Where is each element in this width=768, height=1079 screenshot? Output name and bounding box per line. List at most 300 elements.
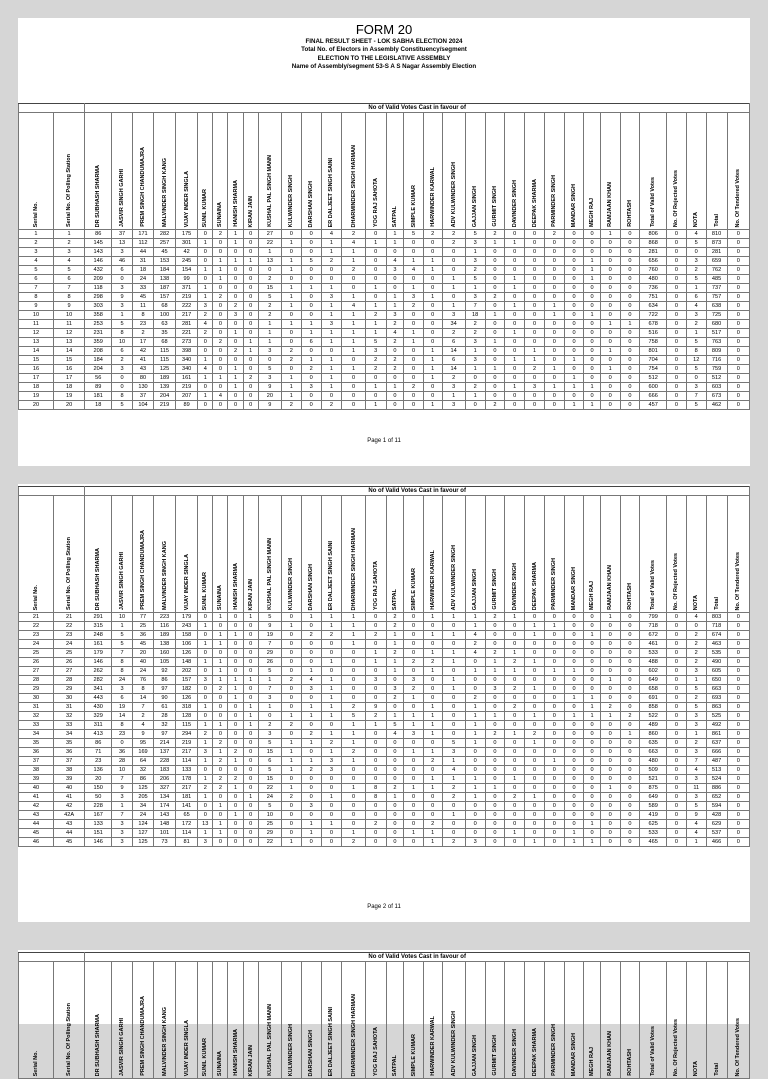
table-cell: 0: [321, 838, 342, 847]
table-cell: 0: [281, 703, 301, 712]
table-cell: 0: [544, 631, 564, 640]
table-cell: 0: [505, 766, 525, 775]
table-cell: 133: [176, 766, 198, 775]
table-cell: 0: [544, 838, 564, 847]
table-cell: 1: [342, 829, 365, 838]
table-cell: 17: [19, 374, 54, 383]
table-cell: 0: [301, 230, 321, 239]
table-cell: 0: [228, 248, 243, 257]
table-cell: 1: [198, 739, 213, 748]
table-cell: 5: [686, 685, 706, 694]
table-cell: 0: [365, 275, 386, 284]
table-cell: 0: [386, 820, 403, 829]
table-cell: 0: [620, 266, 640, 275]
column-header: [228, 113, 243, 230]
table-cell: 0: [485, 320, 505, 329]
table-cell: 1: [404, 284, 424, 293]
table-cell: 801: [640, 347, 667, 356]
table-cell: 0: [525, 820, 545, 829]
result-sheet-page-2: [18, 484, 750, 922]
table-row: [19, 784, 750, 793]
table-cell: 1: [485, 784, 505, 793]
table-row: [19, 649, 750, 658]
table-cell: 0: [525, 721, 545, 730]
table-cell: 650: [706, 676, 727, 685]
column-header: [727, 962, 749, 1079]
table-cell: 0: [301, 838, 321, 847]
table-cell: 1: [564, 694, 584, 703]
page-footer: Page 1 of 11: [367, 438, 401, 444]
table-cell: 0: [727, 730, 749, 739]
table-cell: 206: [153, 775, 175, 784]
table-cell: 0: [404, 239, 424, 248]
table-cell: 0: [584, 284, 600, 293]
table-cell: 1: [213, 631, 228, 640]
band-blank: [19, 487, 85, 496]
table-cell: 2: [281, 721, 301, 730]
table-cell: 1: [584, 631, 600, 640]
table-cell: 0: [667, 392, 687, 401]
column-header: [342, 113, 365, 230]
table-cell: 0: [564, 230, 584, 239]
table-cell: 0: [442, 257, 465, 266]
table-cell: 2: [281, 793, 301, 802]
table-cell: 171: [133, 230, 154, 239]
column-header: [600, 962, 620, 1079]
table-cell: 1: [321, 613, 342, 622]
table-cell: 1: [442, 685, 465, 694]
table-cell: 0: [365, 248, 386, 257]
table-cell: 428: [706, 811, 727, 820]
table-cell: 0: [667, 721, 687, 730]
table-cell: 0: [525, 811, 545, 820]
table-cell: 0: [600, 401, 620, 410]
column-header: [442, 496, 465, 613]
table-cell: 13: [258, 257, 281, 266]
table-cell: 0: [600, 766, 620, 775]
table-cell: 2: [213, 293, 228, 302]
table-row: [19, 284, 750, 293]
table-cell: 1: [243, 338, 258, 347]
table-cell: 1: [281, 784, 301, 793]
table-row: [19, 766, 750, 775]
table-cell: 0: [243, 766, 258, 775]
column-header-label: SATPAL: [391, 1054, 398, 1076]
table-cell: 1: [365, 401, 386, 410]
table-cell: 0: [727, 775, 749, 784]
table-cell: 0: [620, 613, 640, 622]
column-header-label: JASVIR SINGH GARHI: [119, 168, 126, 227]
table-cell: 0: [727, 802, 749, 811]
table-cell: 0: [667, 649, 687, 658]
table-cell: 3: [112, 248, 133, 257]
table-cell: 6: [112, 347, 133, 356]
table-cell: 1: [281, 257, 301, 266]
table-cell: 138: [153, 275, 175, 284]
table-cell: 0: [281, 640, 301, 649]
table-cell: 2: [19, 239, 54, 248]
table-cell: 1: [321, 694, 342, 703]
column-header-label: Total of Valid Votes: [650, 560, 657, 610]
table-cell: 0: [620, 802, 640, 811]
table-cell: 0: [198, 631, 213, 640]
table-cell: 0: [485, 748, 505, 757]
table-cell: 3: [442, 383, 465, 392]
table-row: [19, 640, 750, 649]
table-cell: 1: [442, 811, 465, 820]
table-cell: 0: [544, 748, 564, 757]
table-cell: 6: [53, 275, 84, 284]
table-cell: 1: [544, 667, 564, 676]
table-cell: 99: [176, 275, 198, 284]
table-cell: 1: [258, 703, 281, 712]
table-cell: 0: [243, 311, 258, 320]
table-cell: 3: [321, 293, 342, 302]
column-header-label: DEEPAK SHARMA: [531, 178, 538, 227]
table-cell: 0: [667, 676, 687, 685]
table-cell: 3: [112, 685, 133, 694]
table-cell: 20: [133, 649, 154, 658]
table-cell: 2: [404, 658, 424, 667]
table-cell: 2: [485, 730, 505, 739]
table-cell: 0: [564, 640, 584, 649]
table-cell: 0: [404, 275, 424, 284]
column-header-label: JASVIR SINGH GARHI: [119, 1017, 126, 1076]
table-cell: 1: [485, 311, 505, 320]
table-cell: 0: [525, 329, 545, 338]
table-cell: 3: [321, 757, 342, 766]
table-cell: 0: [727, 257, 749, 266]
table-cell: 4: [19, 257, 54, 266]
table-cell: 38: [53, 766, 84, 775]
table-cell: 466: [706, 838, 727, 847]
table-cell: 204: [153, 392, 175, 401]
table-cell: 0: [423, 284, 442, 293]
table-cell: 638: [706, 302, 727, 311]
table-cell: 691: [640, 694, 667, 703]
table-cell: 0: [667, 383, 687, 392]
table-cell: 0: [544, 401, 564, 410]
table-cell: 513: [706, 766, 727, 775]
table-cell: 50: [85, 793, 112, 802]
table-cell: 3: [112, 820, 133, 829]
table-cell: 0: [198, 667, 213, 676]
table-cell: 0: [112, 383, 133, 392]
column-header-label: Total of Valid Votes: [650, 1026, 657, 1076]
table-cell: 629: [706, 820, 727, 829]
table-cell: 0: [485, 811, 505, 820]
column-header-label: GURMIT SINGH: [491, 1035, 498, 1076]
table-cell: 0: [404, 631, 424, 640]
table-cell: 0: [404, 757, 424, 766]
table-cell: 303: [85, 302, 112, 311]
table-cell: 1: [213, 748, 228, 757]
table-cell: 0: [584, 793, 600, 802]
table-cell: 0: [243, 667, 258, 676]
table-cell: 2: [321, 401, 342, 410]
table-cell: 0: [198, 694, 213, 703]
table-cell: 1: [53, 230, 84, 239]
column-header: [423, 496, 442, 613]
table-cell: 0: [544, 694, 564, 703]
table-cell: 0: [620, 257, 640, 266]
table-cell: 0: [505, 721, 525, 730]
table-cell: 4: [342, 302, 365, 311]
table-cell: 0: [228, 730, 243, 739]
table-cell: 0: [564, 676, 584, 685]
table-cell: 0: [243, 248, 258, 257]
table-cell: 1: [584, 401, 600, 410]
table-cell: 1: [281, 239, 301, 248]
table-cell: 1: [404, 721, 424, 730]
table-cell: 0: [667, 293, 687, 302]
table-cell: 1: [564, 356, 584, 365]
table-cell: 7: [112, 649, 133, 658]
table-cell: 0: [600, 694, 620, 703]
table-cell: 0: [321, 667, 342, 676]
table-cell: 0: [213, 302, 228, 311]
table-cell: 5: [686, 365, 706, 374]
table-cell: 5: [53, 266, 84, 275]
table-cell: 311: [85, 721, 112, 730]
table-cell: 8: [112, 721, 133, 730]
table-cell: 11: [133, 302, 154, 311]
table-cell: 0: [228, 802, 243, 811]
column-header-label: HANISH SHARMA: [232, 563, 239, 610]
table-cell: 1: [228, 365, 243, 374]
table-cell: 1: [600, 613, 620, 622]
table-cell: 1: [404, 712, 424, 721]
table-cell: 0: [365, 730, 386, 739]
table-cell: 512: [706, 374, 727, 383]
table-row: [19, 829, 750, 838]
table-cell: 0: [600, 631, 620, 640]
table-cell: 2: [505, 685, 525, 694]
table-cell: 1: [258, 320, 281, 329]
table-cell: 0: [620, 721, 640, 730]
table-cell: 0: [301, 793, 321, 802]
table-cell: 737: [706, 284, 727, 293]
table-cell: 0: [544, 275, 564, 284]
table-cell: 44: [133, 248, 154, 257]
column-header: [404, 113, 424, 230]
column-header-label: DR SUBHASH SHARMA: [95, 547, 102, 610]
table-cell: 281: [176, 320, 198, 329]
table-cell: 0: [600, 775, 620, 784]
table-cell: 1: [342, 347, 365, 356]
table-cell: 0: [404, 703, 424, 712]
column-header-label: DHARMINDER SINGH HARMAN: [350, 144, 357, 227]
table-cell: 31: [19, 703, 54, 712]
table-cell: 1: [281, 293, 301, 302]
table-cell: 535: [706, 649, 727, 658]
table-cell: 32: [153, 721, 175, 730]
table-cell: 0: [584, 721, 600, 730]
table-cell: 2: [281, 401, 301, 410]
table-cell: 0: [342, 775, 365, 784]
table-cell: 0: [423, 766, 442, 775]
table-cell: 315: [85, 622, 112, 631]
table-cell: 8: [112, 392, 133, 401]
table-cell: 1: [321, 356, 342, 365]
table-cell: 0: [342, 667, 365, 676]
table-cell: 2: [465, 383, 485, 392]
table-cell: 2: [386, 356, 403, 365]
table-cell: 2: [198, 329, 213, 338]
column-header: [442, 962, 465, 1079]
table-cell: 0: [213, 239, 228, 248]
table-cell: 125: [133, 784, 154, 793]
table-cell: 1: [228, 784, 243, 793]
table-cell: 1: [404, 257, 424, 266]
column-header: [112, 962, 133, 1079]
table-cell: 2: [442, 374, 465, 383]
table-cell: 1: [442, 676, 465, 685]
table-cell: 5: [686, 802, 706, 811]
table-cell: 0: [727, 383, 749, 392]
table-cell: 0: [228, 284, 243, 293]
column-header-label: Serial No.: [32, 584, 39, 610]
table-cell: 0: [727, 266, 749, 275]
table-cell: 341: [85, 685, 112, 694]
table-cell: 1: [465, 793, 485, 802]
table-cell: 0: [667, 802, 687, 811]
table-cell: 27: [19, 667, 54, 676]
table-cell: 1: [600, 365, 620, 374]
column-header-label: ADV KULWINDER SINGH: [450, 1010, 457, 1076]
table-cell: 525: [706, 712, 727, 721]
table-cell: 649: [640, 676, 667, 685]
table-cell: 6: [301, 338, 321, 347]
table-cell: 18: [53, 383, 84, 392]
table-cell: 488: [640, 658, 667, 667]
table-cell: 0: [600, 730, 620, 739]
table-cell: 2: [442, 329, 465, 338]
column-header: [198, 496, 213, 613]
column-header: [133, 962, 154, 1079]
table-cell: 3: [112, 829, 133, 838]
column-header: [640, 496, 667, 613]
table-cell: 0: [342, 284, 365, 293]
column-header: [544, 113, 564, 230]
table-cell: 0: [544, 356, 564, 365]
table-cell: 0: [505, 694, 525, 703]
table-cell: 0: [564, 239, 584, 248]
table-cell: 0: [281, 829, 301, 838]
table-cell: 1: [213, 829, 228, 838]
table-cell: 0: [564, 802, 584, 811]
table-cell: 179: [176, 613, 198, 622]
table-cell: 253: [85, 320, 112, 329]
table-cell: 3: [301, 802, 321, 811]
table-cell: 0: [228, 703, 243, 712]
table-cell: 0: [213, 284, 228, 293]
table-cell: 37: [133, 392, 154, 401]
column-header-label: SIMPLE KUMAR: [410, 184, 417, 227]
column-header: [386, 113, 403, 230]
results-table: [18, 486, 750, 847]
table-cell: 0: [727, 820, 749, 829]
table-cell: 1: [686, 284, 706, 293]
table-cell: 1: [423, 730, 442, 739]
table-cell: 0: [544, 658, 564, 667]
table-cell: 282: [153, 230, 175, 239]
table-cell: 0: [620, 248, 640, 257]
table-cell: 1: [505, 239, 525, 248]
table-cell: 1: [423, 631, 442, 640]
valid-votes-band-label: No of Valid Votes Cast in favour of: [85, 104, 750, 113]
table-cell: 3: [686, 712, 706, 721]
table-cell: 0: [544, 703, 564, 712]
table-cell: 31: [53, 703, 84, 712]
table-cell: 10: [53, 311, 84, 320]
table-cell: 0: [727, 622, 749, 631]
table-cell: 0: [485, 802, 505, 811]
table-cell: 1: [228, 257, 243, 266]
table-cell: 153: [153, 257, 175, 266]
table-cell: 19: [258, 631, 281, 640]
table-cell: 0: [667, 230, 687, 239]
table-cell: 2: [686, 266, 706, 275]
table-cell: 25: [53, 649, 84, 658]
column-header-label: MANDAR SINGH: [571, 1032, 578, 1076]
table-cell: 0: [584, 230, 600, 239]
table-cell: 0: [301, 694, 321, 703]
column-header-label: DAVINDER SINGH: [511, 179, 518, 227]
table-cell: 718: [640, 622, 667, 631]
table-cell: 0: [620, 356, 640, 365]
table-cell: 0: [525, 275, 545, 284]
column-header-label: GURMIT SINGH: [491, 186, 498, 227]
table-cell: 298: [85, 293, 112, 302]
column-header-label: HARWINDER KARWAL: [429, 167, 436, 227]
table-cell: 0: [112, 275, 133, 284]
table-cell: 3: [686, 311, 706, 320]
table-cell: 1: [423, 838, 442, 847]
table-cell: 1: [301, 320, 321, 329]
table-cell: 0: [423, 338, 442, 347]
table-row: [19, 667, 750, 676]
table-cell: 0: [620, 739, 640, 748]
table-cell: 4: [53, 257, 84, 266]
table-cell: 0: [505, 739, 525, 748]
column-header: [505, 113, 525, 230]
table-cell: 0: [727, 757, 749, 766]
table-cell: 0: [386, 757, 403, 766]
table-cell: 0: [584, 356, 600, 365]
table-cell: 1: [301, 356, 321, 365]
table-cell: 0: [386, 676, 403, 685]
table-cell: 0: [243, 631, 258, 640]
table-cell: 5: [386, 721, 403, 730]
table-cell: 0: [544, 329, 564, 338]
table-cell: 15: [258, 775, 281, 784]
table-cell: 0: [243, 838, 258, 847]
table-cell: 2: [442, 793, 465, 802]
table-cell: 0: [228, 613, 243, 622]
table-cell: 0: [505, 712, 525, 721]
table-cell: 154: [176, 266, 198, 275]
table-cell: 5: [365, 338, 386, 347]
table-cell: 7: [53, 284, 84, 293]
table-cell: 0: [243, 356, 258, 365]
table-cell: 115: [153, 347, 175, 356]
table-cell: 1: [465, 703, 485, 712]
table-cell: 0: [584, 730, 600, 739]
table-cell: 0: [386, 739, 403, 748]
column-header-label: HARWINDER KARWAL: [429, 550, 436, 610]
table-cell: 169: [133, 748, 154, 757]
